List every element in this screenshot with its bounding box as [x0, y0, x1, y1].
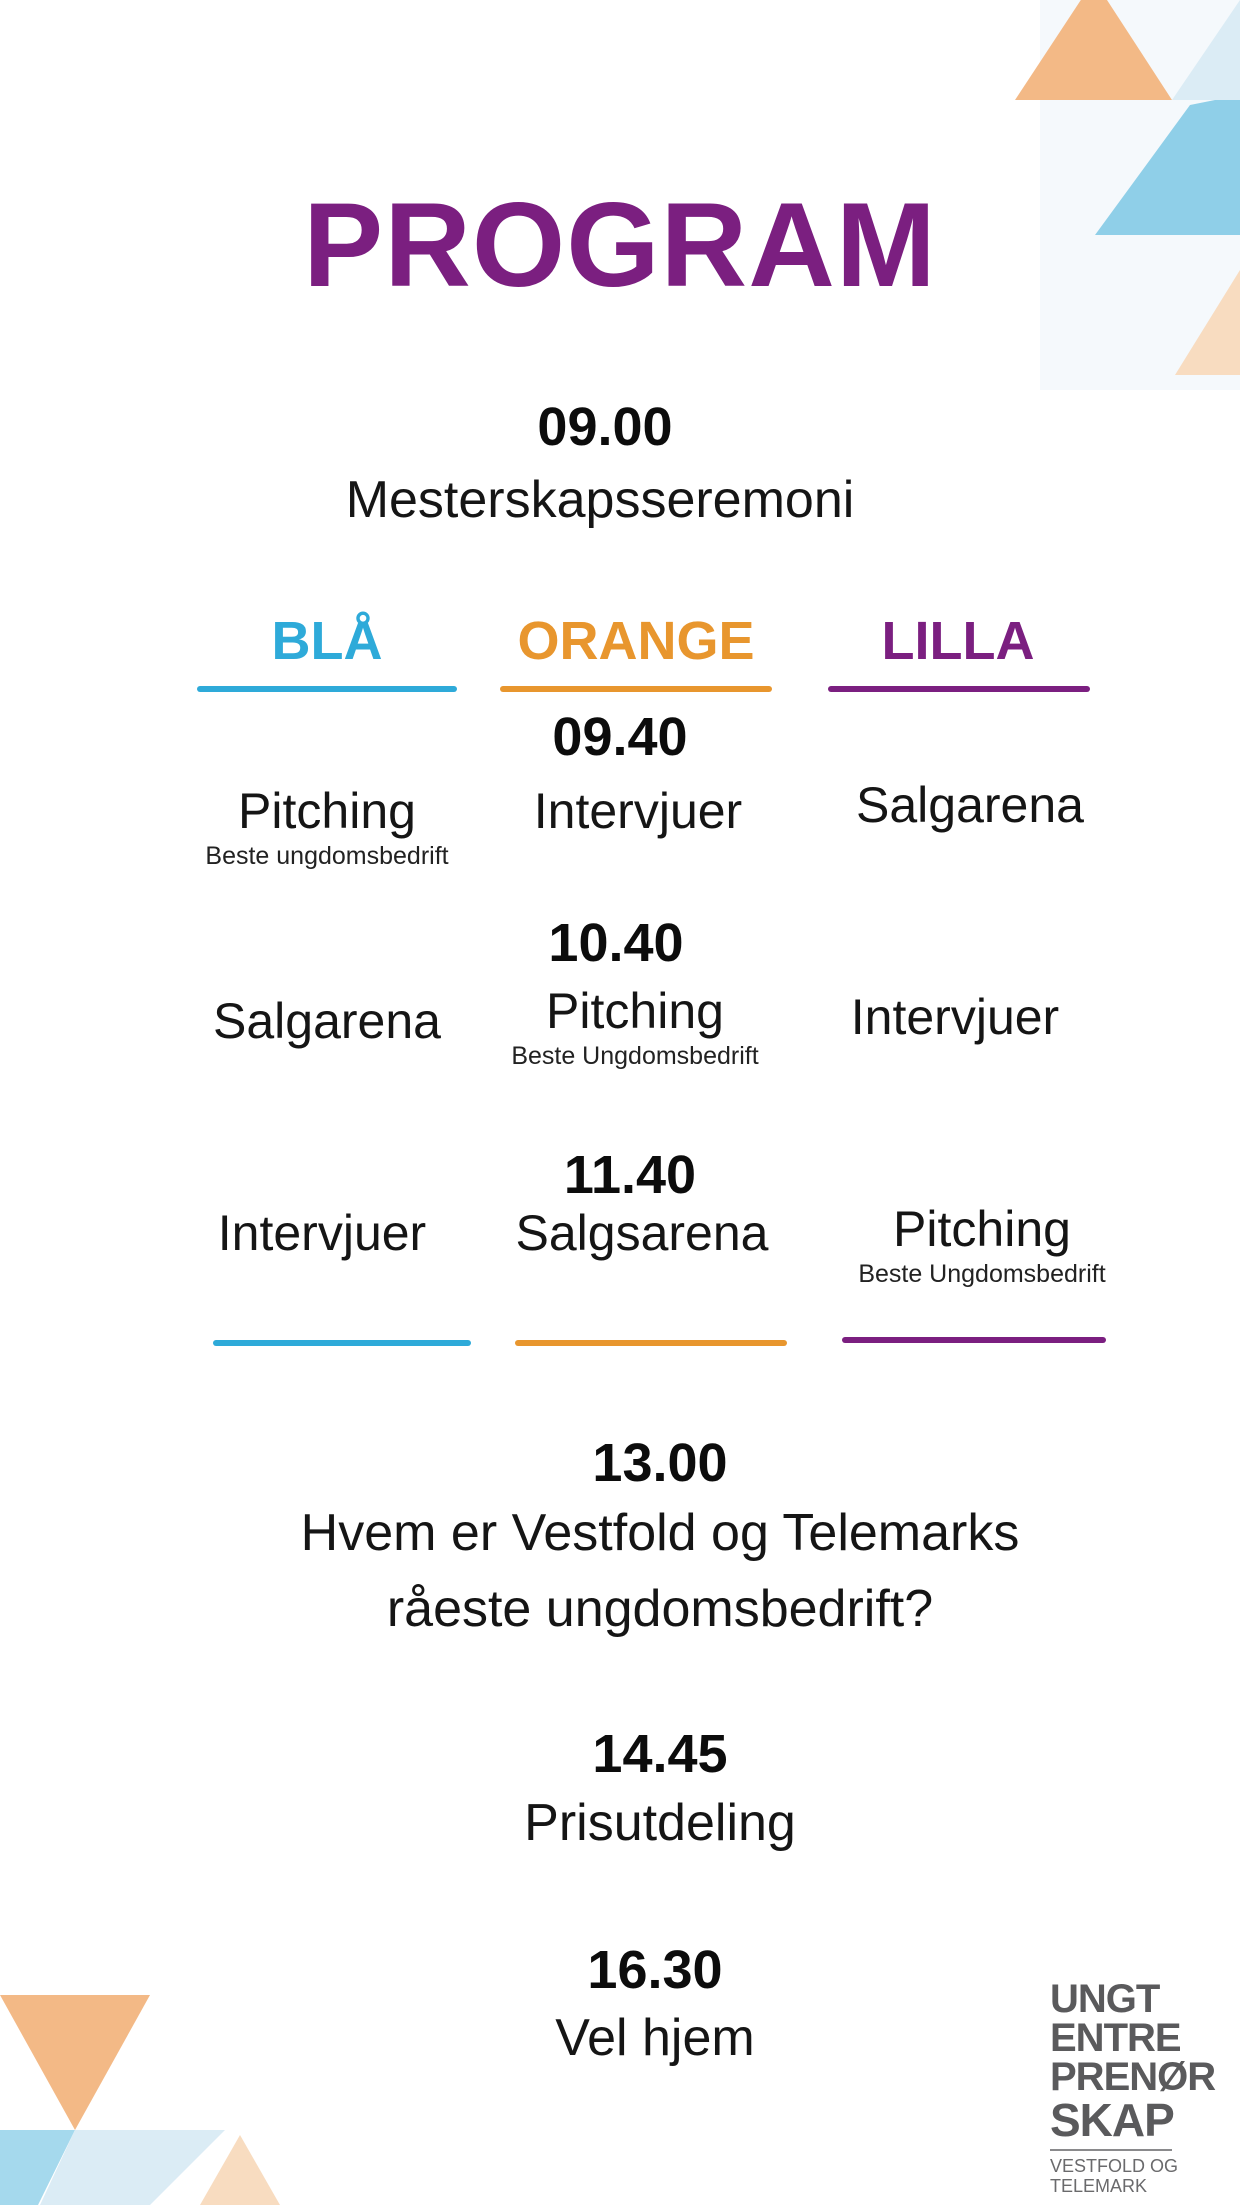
cell-round-2-bla — [167, 994, 487, 1049]
divider-bla-top — [197, 686, 457, 692]
logo-region-1: VESTFOLD OG — [1050, 2155, 1179, 2176]
activity-label: Intervjuer — [217, 1205, 427, 1261]
event-13-00-line2: råeste ungdomsbedrift? — [386, 1580, 934, 1638]
event-opening: Mesterskapsseremoni — [345, 471, 855, 529]
cell-round-3-bla — [162, 1206, 482, 1261]
logo-region-2: TELEMARK — [1050, 2176, 1148, 2197]
divider-lilla-top — [828, 686, 1090, 692]
cell-round-3-lilla — [822, 1202, 1142, 1292]
time-13-00: 13.00 — [592, 1433, 728, 1493]
cell-round-3-orange — [482, 1206, 802, 1261]
column-header-lilla: LILLA — [881, 611, 1035, 671]
logo-line-4: SKAP — [1050, 2093, 1174, 2146]
time-round-3: 11.40 — [563, 1145, 697, 1205]
cell-round-2-lilla — [795, 990, 1115, 1045]
column-header-orange: ORANGE — [517, 611, 755, 671]
activity-label: Salgarena — [856, 777, 1084, 833]
divider-orange-bottom — [515, 1340, 787, 1346]
activity-label: Intervjuer — [850, 989, 1060, 1045]
time-14-45: 14.45 — [592, 1724, 728, 1784]
time-round-2: 10.40 — [548, 913, 684, 973]
activity-label: Intervjuer — [533, 783, 743, 839]
time-opening: 09.00 — [537, 397, 673, 457]
activity-label: Pitching — [238, 783, 416, 839]
logo-line-3: PRENØR — [1050, 2055, 1216, 2100]
cell-round-1-orange — [478, 784, 798, 839]
logo-line-2: ENTRE — [1050, 2016, 1181, 2061]
activity-sublabel: Beste Ungdomsbedrift — [511, 1042, 759, 1070]
divider-bla-bottom — [213, 1340, 471, 1346]
cell-round-2-orange — [475, 984, 795, 1074]
activity-sublabel: Beste Ungdomsbedrift — [858, 1260, 1106, 1288]
activity-sublabel: Beste ungdomsbedrift — [205, 842, 449, 870]
divider-lilla-bottom — [842, 1337, 1106, 1343]
logo-rule — [1050, 2149, 1172, 2151]
ue-logo — [1050, 1977, 1216, 2197]
time-16-30: 16.30 — [587, 1940, 723, 2000]
activity-label: Salgsarena — [515, 1205, 769, 1261]
page-title: PROGRAM — [303, 178, 937, 312]
column-header-bla: BLÅ — [271, 611, 383, 671]
event-14-45: Prisutdeling — [524, 1794, 796, 1852]
logo-line-1: UNGT — [1050, 1977, 1160, 2021]
event-16-30: Vel hjem — [555, 2009, 755, 2067]
activity-label: Pitching — [546, 983, 724, 1039]
activity-label: Salgarena — [213, 993, 441, 1049]
cell-round-1-bla — [167, 784, 487, 874]
activity-label: Pitching — [893, 1201, 1071, 1257]
event-13-00-line1: Hvem er Vestfold og Telemarks — [300, 1504, 1020, 1562]
cell-round-1-lilla — [810, 778, 1130, 833]
divider-orange-top — [500, 686, 772, 692]
time-round-1: 09.40 — [552, 707, 688, 767]
